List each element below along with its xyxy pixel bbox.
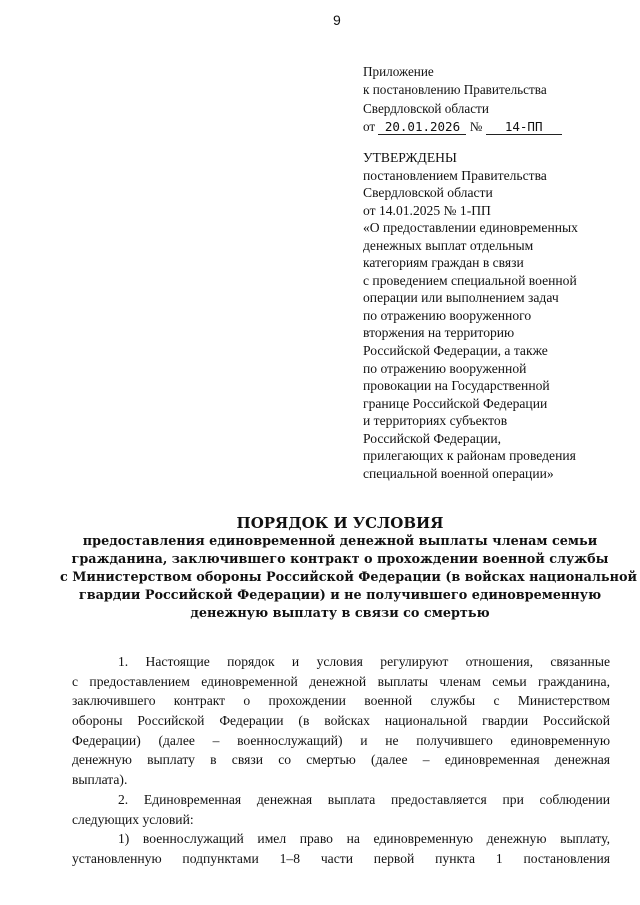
body-line: 1. Настоящие порядок и условия регулируют отношения, связанные	[118, 654, 610, 669]
approved-line: категориям граждан в связи	[363, 255, 524, 271]
number-sign: №	[469, 118, 483, 134]
body-line: денежную выплату в связи со смертью (далее – единовременная денежная	[72, 752, 610, 768]
document-title	[60, 513, 637, 623]
approved-line: денежных выплат отдельным	[363, 237, 534, 253]
appendix-date-number-line	[363, 118, 562, 136]
appendix-line: к постановлению Правительства	[363, 82, 547, 98]
appendix-line: Приложение	[363, 64, 434, 79]
appendix-header	[363, 63, 562, 136]
body-line: 1) военнослужащий имел право на единовременную денежную выплату,	[118, 831, 610, 847]
body-text	[72, 652, 610, 869]
approved-line: и территориях субъектов	[363, 413, 508, 429]
title-main: ПОРЯДОК И УСЛОВИЯ	[236, 514, 444, 532]
approved-heading: УТВЕРЖДЕНЫ	[363, 150, 457, 165]
page-number: 9	[333, 12, 341, 28]
approved-line: по отражению вооруженной	[363, 360, 527, 376]
appendix-line: Свердловской области	[363, 100, 489, 116]
approved-line: границе Российской Федерации	[363, 395, 548, 411]
approved-line: специальной военной операции»	[363, 465, 554, 481]
approved-line: Российской Федерации, а также	[363, 343, 548, 359]
title-sub-line: гвардии Российской Федерации) и не получившего единовременную	[78, 588, 602, 603]
approved-line: Свердловской области	[363, 185, 493, 201]
title-subtitle	[60, 533, 637, 623]
date-prefix: от	[363, 118, 376, 134]
body-line: 2. Единовременная денежная выплата предоставляется при соблюдении	[118, 791, 610, 807]
body-line: следующих условий:	[72, 811, 194, 827]
body-line: обороны Российской Федерации (в войсках национальной гвардии Российской	[72, 713, 610, 729]
number-field: 14-ПП	[486, 120, 562, 135]
approved-line: по отражению вооруженного	[363, 307, 532, 323]
body-line: с предоставлением единовременной денежной выплаты членам семьи гражданина,	[72, 673, 610, 689]
approved-line: постановлением Правительства	[363, 167, 547, 183]
title-sub-line: предоставления единовременной денежной выплаты членам семьи	[82, 534, 598, 549]
approved-block	[363, 149, 578, 482]
body-line: заключившего контракт о прохождении военной службы с Министерством	[72, 693, 610, 709]
approved-line: прилегающих к районам проведения	[363, 448, 576, 464]
date-field: 20.01.2026	[378, 120, 466, 135]
approved-line: вторжения на территорию	[363, 325, 515, 341]
approved-line: «О предоставлении единовременных	[363, 220, 578, 236]
title-sub-line: с Министерством обороны Российской Федерации (в войсках национальной	[60, 570, 637, 585]
approved-line: с проведением специальной военной	[363, 272, 577, 288]
approved-line: Российской Федерации,	[363, 430, 501, 446]
approved-line: операции или выполнением задач	[363, 290, 559, 306]
title-sub-line: денежную выплату в связи со смертью	[190, 606, 490, 621]
body-line: выплата).	[72, 772, 128, 788]
approved-line: от 14.01.2025 № 1-ПП	[363, 202, 491, 218]
body-line: установленную подпунктами 1–8 части первой пункта 1 постановления	[72, 850, 610, 866]
title-sub-line: гражданина, заключившего контракт о прохождении военной службы	[71, 552, 609, 567]
approved-line: провокации на Государственной	[363, 378, 550, 394]
body-line: Федерации) (далее – военнослужащий) и не получившего единовременную	[72, 732, 610, 748]
